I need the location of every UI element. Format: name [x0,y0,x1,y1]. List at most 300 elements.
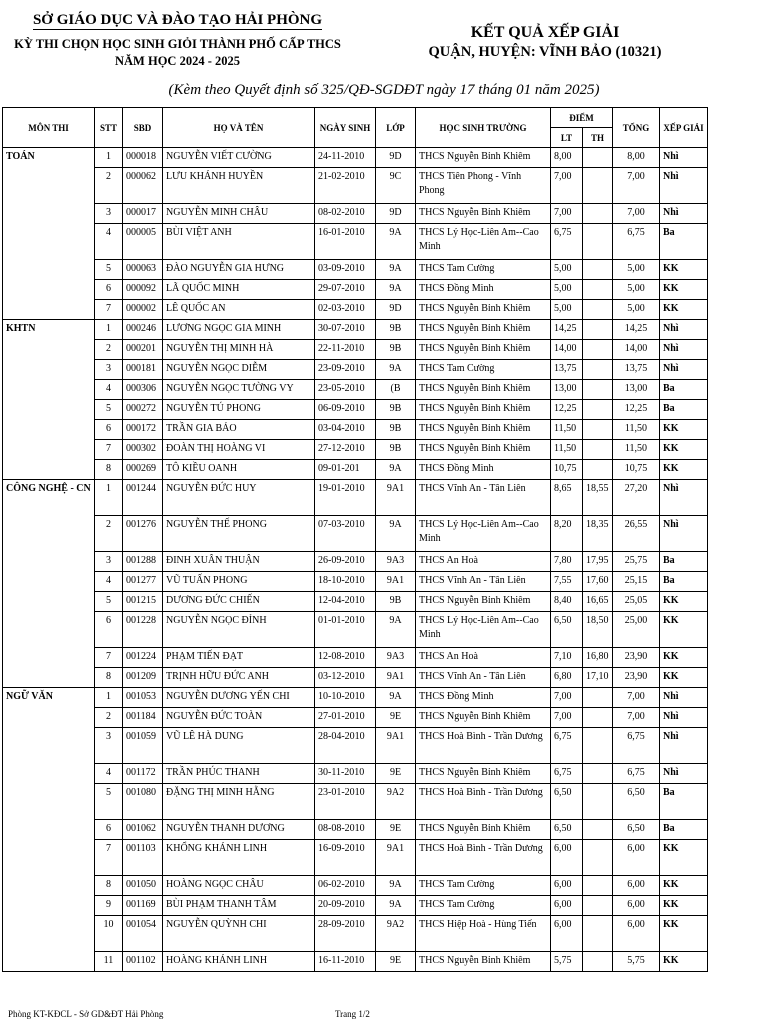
prize-cell: KK [660,280,708,300]
th-score-cell: 17,95 [583,552,613,572]
table-row [3,896,708,916]
header-right [380,24,710,61]
class-cell: 9A1 [376,572,416,592]
prize-cell: Nhì [660,688,708,708]
sbd-cell: 001215 [123,592,163,612]
col-header-score: ĐIỂM [551,108,613,128]
class-cell: 9C [376,168,416,204]
lt-score-cell: 6,50 [551,612,583,648]
total-cell: 10,75 [613,460,660,480]
dob-cell: 22-11-2010 [315,340,376,360]
sbd-cell: 000017 [123,204,163,224]
stt-cell: 6 [95,280,123,300]
th-score-cell [583,300,613,320]
lt-score-cell: 13,75 [551,360,583,380]
total-cell: 7,00 [613,168,660,204]
school-cell: THCS Nguyễn Bỉnh Khiêm [416,300,551,320]
prize-cell: KK [660,896,708,916]
table-row [3,420,708,440]
table-row [3,668,708,688]
lt-score-cell: 6,75 [551,764,583,784]
name-cell: TRẦN PHÚC THANH [163,764,315,784]
th-score-cell [583,204,613,224]
name-cell: HOÀNG NGỌC CHÂU [163,876,315,896]
class-cell: 9A2 [376,784,416,820]
prize-cell: Nhì [660,708,708,728]
total-cell: 6,50 [613,820,660,840]
subject-cell: TOÁN [3,148,95,320]
total-cell: 7,00 [613,688,660,708]
school-cell: THCS Nguyễn Bỉnh Khiêm [416,204,551,224]
total-cell: 25,75 [613,552,660,572]
class-cell: 9D [376,204,416,224]
class-cell: 9B [376,420,416,440]
stt-cell: 1 [95,688,123,708]
prize-cell: Nhì [660,480,708,516]
name-cell: LƯU KHÁNH HUYỀN [163,168,315,204]
stt-cell: 2 [95,340,123,360]
th-score-cell [583,688,613,708]
school-cell: THCS Nguyễn Bỉnh Khiêm [416,148,551,168]
th-score-cell [583,340,613,360]
name-cell: NGUYỄN QUỲNH CHI [163,916,315,952]
table-row [3,952,708,972]
class-cell: 9A2 [376,916,416,952]
school-cell: THCS Tam Cường [416,876,551,896]
dob-cell: 27-12-2010 [315,440,376,460]
dob-cell: 23-05-2010 [315,380,376,400]
stt-cell: 1 [95,148,123,168]
dob-cell: 23-01-2010 [315,784,376,820]
sbd-cell: 001276 [123,516,163,552]
class-cell: 9A1 [376,668,416,688]
class-cell: 9A [376,612,416,648]
school-cell: THCS Nguyễn Bỉnh Khiêm [416,380,551,400]
lt-score-cell: 7,10 [551,648,583,668]
prize-cell: KK [660,668,708,688]
lt-score-cell: 6,75 [551,728,583,764]
th-score-cell [583,728,613,764]
col-header-prize: XẾP GIẢI [660,108,708,148]
total-cell: 6,75 [613,224,660,260]
stt-cell: 9 [95,896,123,916]
lt-score-cell: 6,00 [551,840,583,876]
sbd-cell: 001053 [123,688,163,708]
name-cell: PHẠM TIẾN ĐẠT [163,648,315,668]
results-table [2,107,708,972]
lt-score-cell: 6,75 [551,224,583,260]
prize-cell: KK [660,840,708,876]
class-cell: 9A [376,460,416,480]
sbd-cell: 000092 [123,280,163,300]
th-score-cell [583,784,613,820]
lt-score-cell: 6,00 [551,896,583,916]
total-cell: 7,00 [613,204,660,224]
class-cell: 9A [376,360,416,380]
class-cell: 9B [376,440,416,460]
class-cell: 9A [376,896,416,916]
school-cell: THCS Tam Cường [416,260,551,280]
school-cell: THCS Đồng Minh [416,688,551,708]
name-cell: LÃ QUỐC MINH [163,280,315,300]
dob-cell: 06-09-2010 [315,400,376,420]
prize-cell: KK [660,648,708,668]
dob-cell: 06-02-2010 [315,876,376,896]
name-cell: BÙI VIỆT ANH [163,224,315,260]
name-cell: KHỔNG KHÁNH LINH [163,840,315,876]
school-cell: THCS Nguyễn Bỉnh Khiêm [416,340,551,360]
class-cell: 9A [376,260,416,280]
stt-cell: 3 [95,552,123,572]
table-row [3,400,708,420]
lt-score-cell: 6,50 [551,820,583,840]
prize-cell: Ba [660,552,708,572]
stt-cell: 7 [95,440,123,460]
th-score-cell [583,260,613,280]
class-cell: 9A [376,224,416,260]
school-cell: THCS Nguyễn Bỉnh Khiêm [416,952,551,972]
class-cell: 9A [376,280,416,300]
table-row [3,840,708,876]
name-cell: NGUYỄN DƯƠNG YẾN CHI [163,688,315,708]
col-header-subject: MÔN THI [3,108,95,148]
dob-cell: 29-07-2010 [315,280,376,300]
school-cell: THCS Vĩnh An - Tân Liên [416,572,551,592]
total-cell: 5,00 [613,260,660,280]
lt-score-cell: 7,55 [551,572,583,592]
total-cell: 26,55 [613,516,660,552]
lt-score-cell: 8,20 [551,516,583,552]
name-cell: NGUYỄN NGỌC TƯỜNG VY [163,380,315,400]
stt-cell: 4 [95,380,123,400]
name-cell: NGUYỄN ĐỨC HUY [163,480,315,516]
sbd-cell: 001169 [123,896,163,916]
prize-cell: KK [660,420,708,440]
lt-score-cell: 14,00 [551,340,583,360]
prize-cell: Ba [660,224,708,260]
name-cell: HOÀNG KHÁNH LINH [163,952,315,972]
lt-score-cell: 5,00 [551,280,583,300]
prize-cell: Nhì [660,148,708,168]
dob-cell: 18-10-2010 [315,572,376,592]
table-row [3,280,708,300]
prize-cell: Ba [660,380,708,400]
stt-cell: 4 [95,572,123,592]
col-header-sbd: SBD [123,108,163,148]
stt-cell: 8 [95,460,123,480]
prize-cell: Nhì [660,728,708,764]
prize-cell: KK [660,612,708,648]
prize-cell: Nhì [660,340,708,360]
class-cell: 9E [376,820,416,840]
total-cell: 5,00 [613,300,660,320]
stt-cell: 11 [95,952,123,972]
sbd-cell: 000201 [123,340,163,360]
name-cell: DƯƠNG ĐỨC CHIẾN [163,592,315,612]
dob-cell: 19-01-2010 [315,480,376,516]
prize-cell: KK [660,916,708,952]
table-row [3,572,708,592]
dob-cell: 30-07-2010 [315,320,376,340]
stt-cell: 3 [95,204,123,224]
school-cell: THCS Vĩnh An - Tân Liên [416,480,551,516]
stt-cell: 3 [95,360,123,380]
class-cell: 9A1 [376,840,416,876]
lt-score-cell: 5,00 [551,260,583,280]
total-cell: 7,00 [613,708,660,728]
prize-cell: Ba [660,572,708,592]
sbd-cell: 001054 [123,916,163,952]
dob-cell: 08-08-2010 [315,820,376,840]
sbd-cell: 001184 [123,708,163,728]
th-score-cell [583,148,613,168]
lt-score-cell: 7,00 [551,708,583,728]
prize-cell: KK [660,876,708,896]
district-name: QUẬN, HUYỆN: VĨNH BẢO (10321) [428,44,662,60]
th-score-cell: 18,35 [583,516,613,552]
table-row [3,648,708,668]
dob-cell: 08-02-2010 [315,204,376,224]
th-score-cell [583,400,613,420]
name-cell: NGUYỄN NGỌC ĐỈNH [163,612,315,648]
name-cell: LƯƠNG NGỌC GIA MINH [163,320,315,340]
class-cell: 9B [376,400,416,420]
decision-reference: (Kèm theo Quyết định số 325/QĐ-SGDĐT ngày 17 tháng 01 năm 2025) [168,82,600,98]
school-cell: THCS Lý Học-Liên Am--Cao Minh [416,612,551,648]
sbd-cell: 001244 [123,480,163,516]
lt-score-cell: 12,25 [551,400,583,420]
class-cell: 9E [376,952,416,972]
class-cell: 9A1 [376,480,416,516]
school-cell: THCS Nguyễn Bỉnh Khiêm [416,708,551,728]
total-cell: 6,00 [613,840,660,876]
table-row [3,612,708,648]
table-row [3,260,708,280]
sbd-cell: 001288 [123,552,163,572]
dob-cell: 30-11-2010 [315,764,376,784]
dob-cell: 16-09-2010 [315,840,376,876]
school-cell: THCS Đồng Minh [416,460,551,480]
lt-score-cell: 11,50 [551,420,583,440]
prize-cell: Nhì [660,764,708,784]
class-cell: 9B [376,592,416,612]
table-row [3,300,708,320]
sbd-cell: 000181 [123,360,163,380]
th-score-cell [583,876,613,896]
th-score-cell: 16,80 [583,648,613,668]
stt-cell: 6 [95,820,123,840]
table-row [3,820,708,840]
results-body [3,148,708,972]
dob-cell: 03-12-2010 [315,668,376,688]
table-row [3,764,708,784]
sbd-cell: 001277 [123,572,163,592]
total-cell: 6,50 [613,784,660,820]
dob-cell: 21-02-2010 [315,168,376,204]
class-cell: 9A3 [376,648,416,668]
total-cell: 14,00 [613,340,660,360]
sbd-cell: 001228 [123,612,163,648]
th-score-cell [583,380,613,400]
th-score-cell [583,916,613,952]
prize-cell: Nhì [660,360,708,380]
sbd-cell: 000062 [123,168,163,204]
lt-score-cell: 11,50 [551,440,583,460]
school-cell: THCS Hoà Bình - Trần Dương [416,784,551,820]
col-header-dob: NGÀY SINH [315,108,376,148]
stt-cell: 2 [95,168,123,204]
table-row [3,784,708,820]
table-row [3,460,708,480]
sbd-cell: 000269 [123,460,163,480]
table-row [3,380,708,400]
school-cell: THCS Nguyễn Bỉnh Khiêm [416,592,551,612]
th-score-cell [583,952,613,972]
stt-cell: 8 [95,876,123,896]
table-row [3,168,708,204]
total-cell: 6,00 [613,896,660,916]
table-row [3,480,708,516]
lt-score-cell: 6,00 [551,916,583,952]
lt-score-cell: 6,00 [551,876,583,896]
th-score-cell [583,460,613,480]
sbd-cell: 000306 [123,380,163,400]
dob-cell: 27-01-2010 [315,708,376,728]
class-cell: 9E [376,708,416,728]
table-row [3,592,708,612]
th-score-cell: 18,50 [583,612,613,648]
sbd-cell: 001050 [123,876,163,896]
dob-cell: 09-01-201 [315,460,376,480]
school-cell: THCS Nguyễn Bỉnh Khiêm [416,440,551,460]
dob-cell: 03-04-2010 [315,420,376,440]
prize-cell: Nhì [660,204,708,224]
class-cell: 9A3 [376,552,416,572]
school-cell: THCS Lý Học-Liên Am--Cao Minh [416,516,551,552]
col-header-total: TỔNG [613,108,660,148]
prize-cell: KK [660,260,708,280]
stt-cell: 4 [95,764,123,784]
th-score-cell: 18,55 [583,480,613,516]
total-cell: 11,50 [613,440,660,460]
class-cell: 9A [376,876,416,896]
th-score-cell: 17,60 [583,572,613,592]
lt-score-cell: 14,25 [551,320,583,340]
table-row [3,728,708,764]
total-cell: 23,90 [613,668,660,688]
total-cell: 12,25 [613,400,660,420]
school-cell: THCS Nguyễn Bỉnh Khiêm [416,400,551,420]
exam-name: KỲ THI CHỌN HỌC SINH GIỎI THÀNH PHỐ CẤP THCS [14,37,341,51]
subject-cell: NGỮ VĂN [3,688,95,972]
total-cell: 11,50 [613,420,660,440]
col-header-stt: STT [95,108,123,148]
class-cell: 9B [376,340,416,360]
total-cell: 13,00 [613,380,660,400]
sbd-cell: 001209 [123,668,163,688]
name-cell: NGUYỄN VIẾT CƯỜNG [163,148,315,168]
stt-cell: 7 [95,840,123,876]
name-cell: ĐÀO NGUYỄN GIA HƯNG [163,260,315,280]
class-cell: 9D [376,300,416,320]
total-cell: 14,25 [613,320,660,340]
table-row [3,224,708,260]
dob-cell: 28-04-2010 [315,728,376,764]
prize-cell: KK [660,460,708,480]
col-header-class: LỚP [376,108,416,148]
class-cell: (B [376,380,416,400]
stt-cell: 6 [95,420,123,440]
lt-score-cell: 8,65 [551,480,583,516]
stt-cell: 7 [95,648,123,668]
col-header-th: TH [583,128,613,148]
th-score-cell [583,896,613,916]
stt-cell: 2 [95,708,123,728]
sbd-cell: 001172 [123,764,163,784]
school-cell: THCS Vĩnh An - Tân Liên [416,668,551,688]
total-cell: 6,00 [613,876,660,896]
th-score-cell [583,420,613,440]
sbd-cell: 000246 [123,320,163,340]
lt-score-cell: 7,00 [551,168,583,204]
school-cell: THCS Hoà Bình - Trần Dương [416,728,551,764]
name-cell: TÔ KIỀU OANH [163,460,315,480]
lt-score-cell: 5,75 [551,952,583,972]
dob-cell: 16-11-2010 [315,952,376,972]
department-name: SỞ GIÁO DỤC VÀ ĐÀO TẠO HẢI PHÒNG [32,12,323,28]
th-score-cell [583,224,613,260]
table-row [3,688,708,708]
sbd-cell: 001062 [123,820,163,840]
th-score-cell [583,280,613,300]
table-row [3,916,708,952]
col-header-school: HỌC SINH TRƯỜNG [416,108,551,148]
total-cell: 25,05 [613,592,660,612]
dob-cell: 10-10-2010 [315,688,376,708]
lt-score-cell: 6,50 [551,784,583,820]
lt-score-cell: 7,00 [551,204,583,224]
dob-cell: 12-08-2010 [315,648,376,668]
table-row [3,552,708,572]
sbd-cell: 000002 [123,300,163,320]
sbd-cell: 001224 [123,648,163,668]
stt-cell: 5 [95,400,123,420]
th-score-cell [583,168,613,204]
lt-score-cell: 8,40 [551,592,583,612]
class-cell: 9A [376,516,416,552]
prize-cell: Nhì [660,320,708,340]
total-cell: 8,00 [613,148,660,168]
total-cell: 13,75 [613,360,660,380]
prize-cell: Nhì [660,168,708,204]
school-cell: THCS Tam Cường [416,896,551,916]
dob-cell: 20-09-2010 [315,896,376,916]
th-score-cell [583,764,613,784]
table-row [3,148,708,168]
lt-score-cell: 7,00 [551,688,583,708]
prize-cell: Ba [660,400,708,420]
stt-cell: 5 [95,784,123,820]
sbd-cell: 000063 [123,260,163,280]
name-cell: BÙI PHẠM THANH TÂM [163,896,315,916]
col-header-name: HỌ VÀ TÊN [163,108,315,148]
table-row [3,516,708,552]
class-cell: 9A [376,688,416,708]
th-score-cell [583,320,613,340]
lt-score-cell: 6,80 [551,668,583,688]
name-cell: NGUYỄN THẾ PHONG [163,516,315,552]
name-cell: NGUYỄN THỊ MINH HÀ [163,340,315,360]
